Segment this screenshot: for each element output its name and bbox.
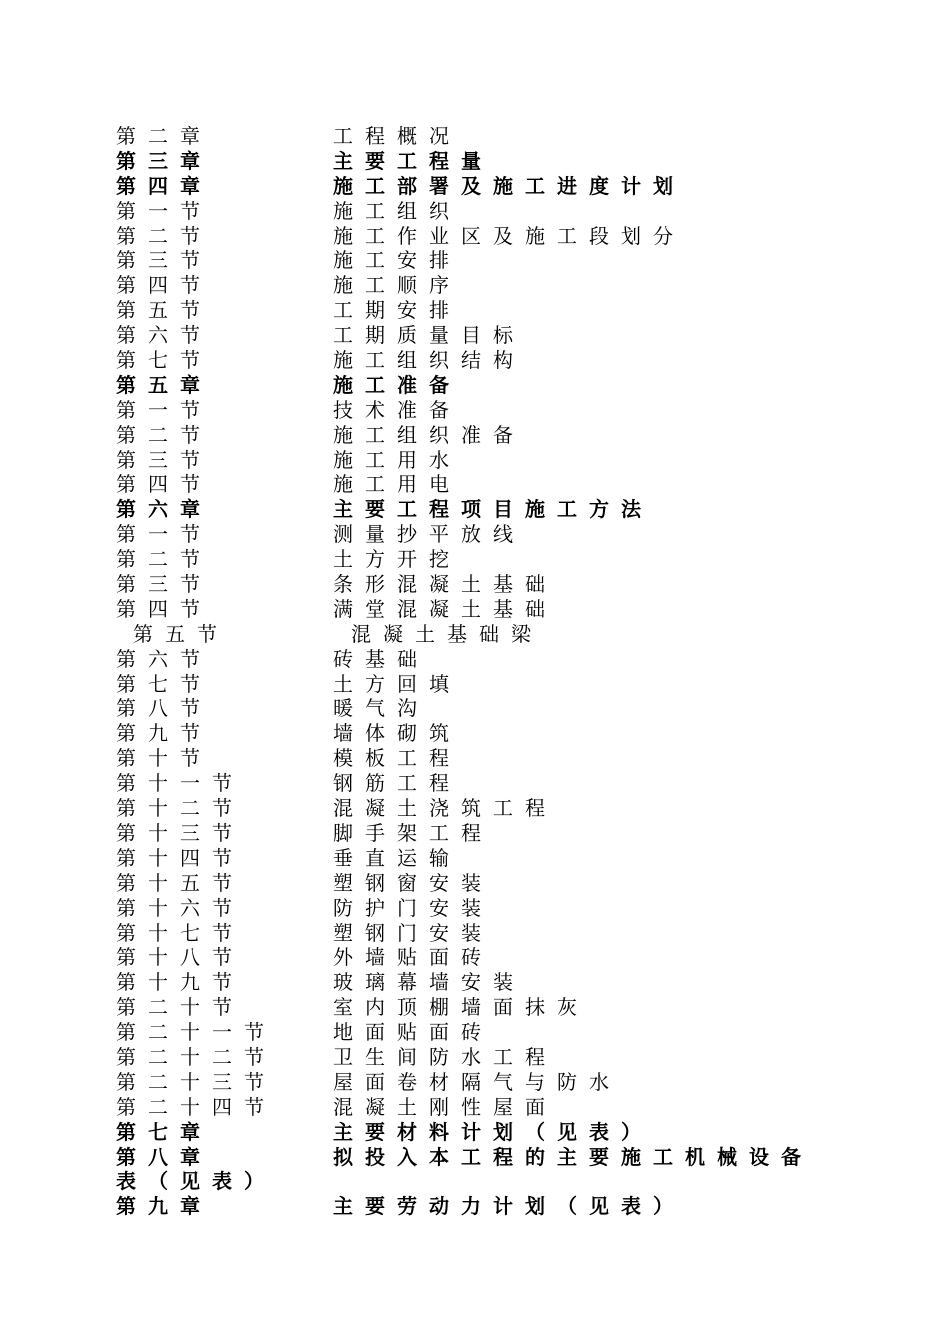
toc-entry-number: 第六节 (116, 323, 212, 348)
toc-chapter-entry (116, 1120, 836, 1145)
toc-entry-number: 第四节 (116, 273, 212, 298)
toc-entry-number: 第三节 (116, 248, 212, 273)
toc-entry-title: 施工用电 (333, 472, 461, 497)
toc-entry-title: 地面贴面砖 (333, 1020, 493, 1045)
toc-section-entry (116, 647, 836, 672)
toc-section-entry (116, 522, 836, 547)
toc-entry-title: 钢筋工程 (333, 771, 461, 796)
toc-entry-number: 第五节 (133, 621, 229, 646)
toc-section-entry (116, 398, 836, 423)
toc-section-entry (116, 472, 836, 497)
toc-entry-number: 第九节 (116, 721, 212, 746)
toc-entry-number: 第二章 (116, 124, 212, 148)
toc-entry-number: 第七章 (116, 1119, 212, 1144)
toc-entry-title: 玻璃幕墙安装 (333, 970, 525, 995)
toc-entry-title: 混凝土浇筑工程 (333, 796, 557, 821)
toc-section-entry (116, 871, 836, 896)
toc-section-entry (116, 771, 836, 796)
toc-chapter-entry (116, 1194, 836, 1219)
toc-entry-title: 卫生间防水工程 (333, 1044, 557, 1069)
toc-entry-title: 施工用水 (333, 447, 461, 472)
toc-entry-number: 第二十四节 (116, 1094, 276, 1119)
toc-entry-number: 第六节 (116, 646, 212, 671)
toc-entry-title: 主要工程量 (333, 148, 493, 173)
toc-entry-number: 第七节 (116, 671, 212, 696)
toc-entry-title: 屋面卷材隔气与防水 (333, 1069, 621, 1094)
toc-section-entry (116, 273, 836, 298)
toc-chapter-entry (116, 174, 836, 199)
toc-entry-number: 第二节 (116, 422, 212, 447)
toc-entry-title: 混凝土基础梁 (351, 621, 543, 646)
toc-entry-number: 第十八节 (116, 945, 244, 970)
toc-section-entry (116, 796, 836, 821)
toc-entry-title: 工期安排 (333, 298, 461, 323)
toc-entry-number: 第八节 (116, 696, 212, 721)
toc-entry-title: 满堂混凝土基础 (333, 596, 557, 621)
toc-section-entry (116, 821, 836, 846)
toc-section-entry (116, 696, 836, 721)
toc-section-entry (116, 572, 836, 597)
toc-entry-number: 第十七节 (116, 920, 244, 945)
toc-entry-number: 第五节 (116, 298, 212, 323)
table-of-contents (116, 124, 836, 1219)
toc-entry-number: 第十三节 (116, 820, 244, 845)
toc-entry-number: 第五章 (116, 372, 212, 397)
toc-entry-title: 暖气沟 (333, 696, 429, 721)
toc-entry-number: 第一节 (116, 397, 212, 422)
toc-entry-title: 室内顶棚墙面抹灰 (333, 995, 589, 1020)
toc-section-entry (116, 622, 836, 647)
toc-chapter-entry (116, 149, 836, 174)
toc-entry-title: 土方开挖 (333, 547, 461, 572)
toc-entry-number: 第十六节 (116, 895, 244, 920)
toc-entry-title: 施工顺序 (333, 273, 461, 298)
toc-entry-title: 施工组织 (333, 198, 461, 223)
toc-entry-continuation: 表（见表） (116, 1169, 276, 1194)
toc-entry-title: 主要材料计划（见表） (333, 1119, 653, 1144)
toc-entry-number: 第一节 (116, 522, 212, 547)
toc-entry-title: 工程概况 (333, 124, 461, 148)
toc-entry-number: 第十五节 (116, 870, 244, 895)
toc-entry-title: 施工组织结构 (333, 348, 525, 373)
toc-section-entry (116, 124, 836, 149)
toc-entry-number: 第三节 (116, 447, 212, 472)
toc-entry-title: 施工作业区及施工段划分 (333, 223, 685, 248)
toc-entry-number: 第十节 (116, 746, 212, 771)
toc-entry-title: 墙体砌筑 (333, 721, 461, 746)
toc-entry-number: 第三节 (116, 572, 212, 597)
toc-entry-number: 第二节 (116, 547, 212, 572)
toc-chapter-entry (116, 373, 836, 398)
toc-entry-title: 防护门安装 (333, 895, 493, 920)
toc-entry-number: 第十二节 (116, 796, 244, 821)
toc-entry-number: 第四节 (116, 596, 212, 621)
toc-entry-number: 第八章 (116, 1144, 212, 1169)
toc-section-entry (116, 1095, 836, 1120)
toc-entry-number: 第二十三节 (116, 1069, 276, 1094)
toc-entry-number: 第九章 (116, 1194, 212, 1219)
toc-section-entry (116, 921, 836, 946)
toc-entry-title: 拟投入本工程的主要施工机械设备 (333, 1144, 813, 1169)
toc-entry-title: 施工部署及施工进度计划 (333, 173, 685, 198)
toc-entry-title: 垂直运输 (333, 845, 461, 870)
toc-entry-title: 土方回填 (333, 671, 461, 696)
toc-section-entry (116, 896, 836, 921)
toc-entry-title: 条形混凝土基础 (333, 572, 557, 597)
toc-section-entry (116, 721, 836, 746)
toc-entry-title: 技术准备 (333, 397, 461, 422)
toc-entry-title: 工期质量目标 (333, 323, 525, 348)
toc-entry-title: 脚手架工程 (333, 820, 493, 845)
toc-entry-title: 模板工程 (333, 746, 461, 771)
toc-section-entry (116, 547, 836, 572)
toc-entry-title: 施工准备 (333, 372, 461, 397)
toc-entry-number: 第一节 (116, 198, 212, 223)
toc-entry-title: 塑钢门安装 (333, 920, 493, 945)
toc-section-entry (116, 199, 836, 224)
toc-section-entry (116, 423, 836, 448)
toc-entry-number: 第三章 (116, 148, 212, 173)
toc-section-entry (116, 846, 836, 871)
toc-entry-number: 第二十节 (116, 995, 244, 1020)
toc-entry-number: 第二十一节 (116, 1020, 276, 1045)
toc-section-entry (116, 348, 836, 373)
toc-entry-number: 第十一节 (116, 771, 244, 796)
toc-entry-number: 第四节 (116, 472, 212, 497)
toc-entry-number: 第二十二节 (116, 1044, 276, 1069)
toc-section-entry (116, 224, 836, 249)
toc-section-entry (116, 945, 836, 970)
toc-entry-title: 混凝土刚性屋面 (333, 1094, 557, 1119)
toc-entry-number: 第四章 (116, 173, 212, 198)
toc-entry-title: 施工安排 (333, 248, 461, 273)
toc-section-entry (116, 1070, 836, 1095)
toc-section-entry (116, 323, 836, 348)
toc-entry-title: 测量抄平放线 (333, 522, 525, 547)
toc-entry-title: 塑钢窗安装 (333, 870, 493, 895)
toc-section-entry (116, 995, 836, 1020)
toc-entry-number: 第十四节 (116, 845, 244, 870)
toc-section-entry (116, 597, 836, 622)
toc-section-entry (116, 970, 836, 995)
toc-section-entry (116, 746, 836, 771)
toc-section-entry (116, 1020, 836, 1045)
toc-entry-number: 第六章 (116, 497, 212, 522)
toc-entry-title: 主要工程项目施工方法 (333, 497, 653, 522)
toc-entry-title: 砖基础 (333, 646, 429, 671)
toc-entry-number: 第七节 (116, 348, 212, 373)
toc-chapter-entry (116, 497, 836, 522)
toc-entry-title: 施工组织准备 (333, 422, 525, 447)
toc-section-entry (116, 298, 836, 323)
toc-entry-title: 外墙贴面砖 (333, 945, 493, 970)
toc-section-entry (116, 248, 836, 273)
toc-section-entry (116, 448, 836, 473)
toc-section-entry (116, 672, 836, 697)
toc-entry-number: 第十九节 (116, 970, 244, 995)
toc-section-entry (116, 1045, 836, 1070)
toc-chapter-entry (116, 1145, 836, 1170)
toc-entry-title: 主要劳动力计划（见表） (333, 1194, 685, 1219)
toc-entry-number: 第二节 (116, 223, 212, 248)
